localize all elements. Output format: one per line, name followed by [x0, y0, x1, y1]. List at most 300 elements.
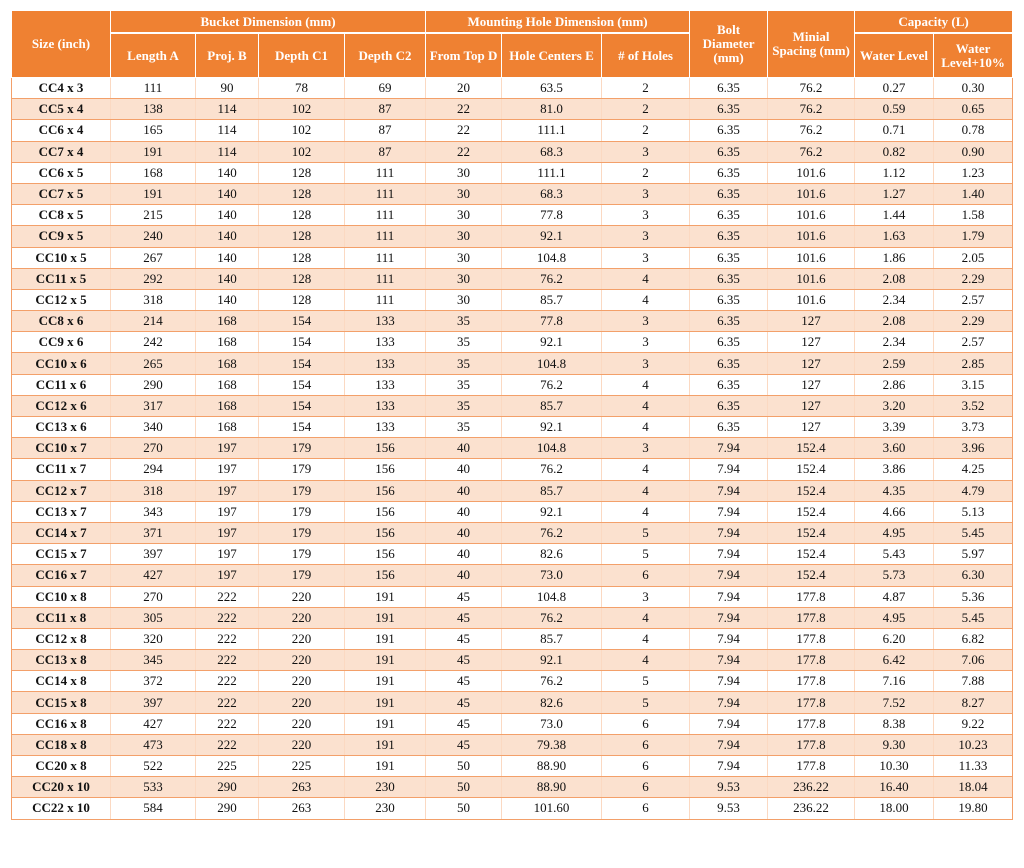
cell-water-level-10: 0.78 [934, 120, 1013, 141]
cell-num-holes: 4 [602, 459, 690, 480]
cell-depth-c2: 133 [345, 417, 426, 438]
cell-minial-spacing: 127 [768, 332, 855, 353]
cell-proj-b: 114 [196, 120, 259, 141]
cell-num-holes: 3 [602, 586, 690, 607]
cell-from-top: 40 [426, 480, 502, 501]
cell-size: CC4 x 3 [12, 78, 111, 99]
cell-depth-c2: 191 [345, 756, 426, 777]
cell-length-a: 584 [111, 798, 196, 819]
cell-size: CC12 x 5 [12, 289, 111, 310]
cell-depth-c2: 191 [345, 607, 426, 628]
cell-water-level-10: 4.79 [934, 480, 1013, 501]
cell-bolt-diameter: 6.35 [690, 162, 768, 183]
cell-depth-c1: 220 [259, 607, 345, 628]
cell-proj-b: 140 [196, 268, 259, 289]
cell-water-level-10: 1.40 [934, 183, 1013, 204]
cell-from-top: 35 [426, 311, 502, 332]
cell-length-a: 191 [111, 141, 196, 162]
cell-proj-b: 168 [196, 374, 259, 395]
cell-minial-spacing: 177.8 [768, 713, 855, 734]
cell-minial-spacing: 177.8 [768, 586, 855, 607]
cell-hole-centers: 77.8 [502, 311, 602, 332]
cell-water-level: 6.42 [855, 650, 934, 671]
cell-proj-b: 222 [196, 713, 259, 734]
cell-from-top: 50 [426, 777, 502, 798]
cell-depth-c1: 128 [259, 205, 345, 226]
cell-hole-centers: 76.2 [502, 522, 602, 543]
cell-length-a: 292 [111, 268, 196, 289]
cell-minial-spacing: 101.6 [768, 289, 855, 310]
cell-length-a: 372 [111, 671, 196, 692]
cell-from-top: 35 [426, 395, 502, 416]
cell-num-holes: 3 [602, 205, 690, 226]
cell-depth-c2: 156 [345, 544, 426, 565]
header-bucket-dimension: Bucket Dimension (mm) [111, 11, 426, 34]
table-row [12, 374, 1013, 395]
bucket-spec-table [11, 10, 1013, 820]
cell-num-holes: 6 [602, 713, 690, 734]
cell-water-level-10: 2.57 [934, 332, 1013, 353]
cell-num-holes: 4 [602, 289, 690, 310]
cell-num-holes: 3 [602, 311, 690, 332]
cell-num-holes: 3 [602, 247, 690, 268]
cell-proj-b: 197 [196, 438, 259, 459]
header-num-holes: # of Holes [602, 33, 690, 78]
cell-length-a: 165 [111, 120, 196, 141]
cell-hole-centers: 92.1 [502, 226, 602, 247]
cell-water-level-10: 2.85 [934, 353, 1013, 374]
cell-water-level: 2.08 [855, 311, 934, 332]
cell-size: CC11 x 5 [12, 268, 111, 289]
cell-bolt-diameter: 6.35 [690, 247, 768, 268]
cell-depth-c2: 191 [345, 650, 426, 671]
cell-length-a: 265 [111, 353, 196, 374]
cell-depth-c2: 133 [345, 374, 426, 395]
cell-from-top: 30 [426, 162, 502, 183]
cell-water-level-10: 0.90 [934, 141, 1013, 162]
cell-num-holes: 2 [602, 78, 690, 99]
table-row [12, 226, 1013, 247]
cell-from-top: 22 [426, 120, 502, 141]
cell-bolt-diameter: 7.94 [690, 734, 768, 755]
cell-proj-b: 197 [196, 459, 259, 480]
cell-length-a: 473 [111, 734, 196, 755]
cell-hole-centers: 76.2 [502, 607, 602, 628]
cell-minial-spacing: 101.6 [768, 183, 855, 204]
cell-from-top: 30 [426, 183, 502, 204]
cell-water-level-10: 1.79 [934, 226, 1013, 247]
cell-hole-centers: 79.38 [502, 734, 602, 755]
cell-bolt-diameter: 7.94 [690, 480, 768, 501]
cell-minial-spacing: 177.8 [768, 734, 855, 755]
cell-num-holes: 5 [602, 671, 690, 692]
cell-num-holes: 4 [602, 650, 690, 671]
table-row [12, 78, 1013, 99]
cell-from-top: 45 [426, 692, 502, 713]
cell-bolt-diameter: 7.94 [690, 607, 768, 628]
cell-hole-centers: 85.7 [502, 395, 602, 416]
cell-num-holes: 5 [602, 522, 690, 543]
cell-length-a: 427 [111, 713, 196, 734]
cell-proj-b: 168 [196, 395, 259, 416]
cell-bolt-diameter: 6.35 [690, 374, 768, 395]
table-row [12, 501, 1013, 522]
cell-proj-b: 222 [196, 734, 259, 755]
cell-hole-centers: 104.8 [502, 586, 602, 607]
cell-water-level: 5.43 [855, 544, 934, 565]
cell-minial-spacing: 152.4 [768, 544, 855, 565]
cell-water-level: 3.20 [855, 395, 934, 416]
cell-water-level: 1.12 [855, 162, 934, 183]
cell-depth-c2: 133 [345, 311, 426, 332]
cell-water-level: 4.95 [855, 522, 934, 543]
cell-water-level: 4.35 [855, 480, 934, 501]
cell-depth-c2: 111 [345, 289, 426, 310]
header-capacity: Capacity (L) [855, 11, 1013, 34]
cell-depth-c1: 220 [259, 586, 345, 607]
cell-bolt-diameter: 7.94 [690, 671, 768, 692]
cell-hole-centers: 81.0 [502, 99, 602, 120]
cell-from-top: 45 [426, 607, 502, 628]
cell-water-level-10: 8.27 [934, 692, 1013, 713]
cell-depth-c2: 230 [345, 777, 426, 798]
cell-depth-c1: 102 [259, 99, 345, 120]
cell-size: CC6 x 4 [12, 120, 111, 141]
cell-size: CC13 x 7 [12, 501, 111, 522]
table-row [12, 671, 1013, 692]
cell-length-a: 345 [111, 650, 196, 671]
cell-depth-c2: 111 [345, 162, 426, 183]
cell-water-level-10: 2.57 [934, 289, 1013, 310]
cell-water-level-10: 7.88 [934, 671, 1013, 692]
cell-num-holes: 4 [602, 607, 690, 628]
cell-length-a: 267 [111, 247, 196, 268]
cell-hole-centers: 92.1 [502, 332, 602, 353]
cell-minial-spacing: 76.2 [768, 78, 855, 99]
cell-length-a: 294 [111, 459, 196, 480]
cell-water-level: 6.20 [855, 628, 934, 649]
cell-length-a: 371 [111, 522, 196, 543]
cell-proj-b: 140 [196, 247, 259, 268]
cell-water-level-10: 5.45 [934, 522, 1013, 543]
cell-bolt-diameter: 7.94 [690, 565, 768, 586]
cell-bolt-diameter: 7.94 [690, 544, 768, 565]
cell-depth-c2: 87 [345, 120, 426, 141]
cell-depth-c2: 111 [345, 205, 426, 226]
cell-hole-centers: 85.7 [502, 480, 602, 501]
cell-depth-c1: 263 [259, 777, 345, 798]
table-row [12, 99, 1013, 120]
cell-water-level: 4.66 [855, 501, 934, 522]
cell-from-top: 30 [426, 205, 502, 226]
cell-water-level: 0.71 [855, 120, 934, 141]
cell-water-level: 10.30 [855, 756, 934, 777]
cell-proj-b: 222 [196, 692, 259, 713]
cell-water-level: 2.34 [855, 289, 934, 310]
table-body [12, 78, 1013, 820]
cell-depth-c1: 220 [259, 650, 345, 671]
cell-minial-spacing: 127 [768, 374, 855, 395]
cell-minial-spacing: 127 [768, 395, 855, 416]
cell-water-level-10: 3.15 [934, 374, 1013, 395]
cell-length-a: 318 [111, 289, 196, 310]
cell-proj-b: 197 [196, 544, 259, 565]
cell-minial-spacing: 127 [768, 353, 855, 374]
cell-num-holes: 6 [602, 565, 690, 586]
cell-size: CC14 x 8 [12, 671, 111, 692]
table-row [12, 120, 1013, 141]
cell-hole-centers: 82.6 [502, 692, 602, 713]
cell-minial-spacing: 152.4 [768, 501, 855, 522]
table-row [12, 205, 1013, 226]
cell-depth-c2: 191 [345, 671, 426, 692]
cell-from-top: 45 [426, 628, 502, 649]
cell-depth-c1: 154 [259, 417, 345, 438]
cell-from-top: 45 [426, 650, 502, 671]
cell-length-a: 191 [111, 183, 196, 204]
table-row [12, 417, 1013, 438]
cell-depth-c2: 111 [345, 247, 426, 268]
cell-bolt-diameter: 7.94 [690, 713, 768, 734]
table-row [12, 268, 1013, 289]
cell-from-top: 50 [426, 756, 502, 777]
table-row [12, 607, 1013, 628]
cell-from-top: 40 [426, 544, 502, 565]
cell-minial-spacing: 177.8 [768, 628, 855, 649]
cell-length-a: 242 [111, 332, 196, 353]
cell-from-top: 30 [426, 226, 502, 247]
cell-hole-centers: 88.90 [502, 756, 602, 777]
cell-size: CC22 x 10 [12, 798, 111, 819]
cell-water-level-10: 19.80 [934, 798, 1013, 819]
cell-water-level: 3.39 [855, 417, 934, 438]
cell-water-level-10: 2.05 [934, 247, 1013, 268]
cell-num-holes: 4 [602, 395, 690, 416]
cell-water-level-10: 5.36 [934, 586, 1013, 607]
cell-length-a: 318 [111, 480, 196, 501]
cell-from-top: 40 [426, 459, 502, 480]
cell-depth-c2: 191 [345, 734, 426, 755]
cell-size: CC11 x 8 [12, 607, 111, 628]
cell-length-a: 533 [111, 777, 196, 798]
cell-proj-b: 225 [196, 756, 259, 777]
cell-size: CC8 x 6 [12, 311, 111, 332]
cell-length-a: 290 [111, 374, 196, 395]
table-row [12, 459, 1013, 480]
cell-depth-c1: 102 [259, 120, 345, 141]
cell-water-level-10: 3.73 [934, 417, 1013, 438]
cell-num-holes: 6 [602, 777, 690, 798]
cell-length-a: 343 [111, 501, 196, 522]
cell-from-top: 45 [426, 734, 502, 755]
cell-bolt-diameter: 7.94 [690, 586, 768, 607]
table-header [12, 11, 1013, 78]
cell-proj-b: 222 [196, 607, 259, 628]
cell-depth-c1: 102 [259, 141, 345, 162]
cell-depth-c1: 154 [259, 395, 345, 416]
cell-length-a: 320 [111, 628, 196, 649]
cell-depth-c2: 156 [345, 565, 426, 586]
cell-size: CC11 x 7 [12, 459, 111, 480]
cell-length-a: 168 [111, 162, 196, 183]
cell-proj-b: 197 [196, 565, 259, 586]
cell-bolt-diameter: 9.53 [690, 798, 768, 819]
cell-num-holes: 4 [602, 417, 690, 438]
cell-length-a: 397 [111, 692, 196, 713]
cell-size: CC10 x 5 [12, 247, 111, 268]
cell-size: CC9 x 6 [12, 332, 111, 353]
cell-minial-spacing: 152.4 [768, 459, 855, 480]
cell-water-level-10: 11.33 [934, 756, 1013, 777]
cell-minial-spacing: 152.4 [768, 480, 855, 501]
table-row [12, 628, 1013, 649]
cell-depth-c2: 87 [345, 141, 426, 162]
table-row [12, 565, 1013, 586]
cell-depth-c2: 156 [345, 501, 426, 522]
cell-from-top: 45 [426, 586, 502, 607]
cell-depth-c2: 133 [345, 353, 426, 374]
cell-water-level-10: 5.13 [934, 501, 1013, 522]
cell-depth-c2: 230 [345, 798, 426, 819]
cell-proj-b: 168 [196, 332, 259, 353]
header-proj-b: Proj. B [196, 33, 259, 78]
cell-depth-c1: 220 [259, 671, 345, 692]
cell-depth-c2: 111 [345, 268, 426, 289]
cell-proj-b: 168 [196, 417, 259, 438]
header-mounting-hole-dimension: Mounting Hole Dimension (mm) [426, 11, 690, 34]
table-row [12, 438, 1013, 459]
cell-bolt-diameter: 7.94 [690, 459, 768, 480]
cell-bolt-diameter: 6.35 [690, 332, 768, 353]
cell-proj-b: 140 [196, 205, 259, 226]
cell-hole-centers: 111.1 [502, 162, 602, 183]
cell-minial-spacing: 127 [768, 417, 855, 438]
table-row [12, 586, 1013, 607]
table-row [12, 395, 1013, 416]
cell-from-top: 20 [426, 78, 502, 99]
cell-minial-spacing: 101.6 [768, 247, 855, 268]
cell-num-holes: 5 [602, 692, 690, 713]
cell-bolt-diameter: 6.35 [690, 99, 768, 120]
cell-depth-c2: 191 [345, 692, 426, 713]
cell-proj-b: 168 [196, 353, 259, 374]
cell-proj-b: 114 [196, 99, 259, 120]
cell-length-a: 317 [111, 395, 196, 416]
table-row [12, 247, 1013, 268]
cell-hole-centers: 101.60 [502, 798, 602, 819]
header-from-top: From Top D [426, 33, 502, 78]
cell-water-level: 3.86 [855, 459, 934, 480]
cell-hole-centers: 73.0 [502, 713, 602, 734]
cell-depth-c2: 156 [345, 459, 426, 480]
cell-water-level: 1.63 [855, 226, 934, 247]
table-row [12, 734, 1013, 755]
cell-proj-b: 222 [196, 628, 259, 649]
cell-depth-c2: 191 [345, 628, 426, 649]
cell-hole-centers: 82.6 [502, 544, 602, 565]
cell-proj-b: 140 [196, 183, 259, 204]
cell-hole-centers: 92.1 [502, 417, 602, 438]
cell-depth-c1: 179 [259, 501, 345, 522]
table-row [12, 311, 1013, 332]
cell-from-top: 22 [426, 141, 502, 162]
header-hole-centers: Hole Centers E [502, 33, 602, 78]
cell-size: CC14 x 7 [12, 522, 111, 543]
cell-water-level: 0.27 [855, 78, 934, 99]
cell-bolt-diameter: 6.35 [690, 226, 768, 247]
cell-hole-centers: 77.8 [502, 205, 602, 226]
cell-num-holes: 5 [602, 544, 690, 565]
cell-minial-spacing: 236.22 [768, 798, 855, 819]
cell-size: CC10 x 6 [12, 353, 111, 374]
cell-water-level-10: 0.65 [934, 99, 1013, 120]
cell-bolt-diameter: 6.35 [690, 268, 768, 289]
cell-water-level: 4.95 [855, 607, 934, 628]
cell-depth-c1: 128 [259, 289, 345, 310]
cell-minial-spacing: 101.6 [768, 205, 855, 226]
cell-size: CC16 x 8 [12, 713, 111, 734]
cell-num-holes: 2 [602, 99, 690, 120]
cell-size: CC13 x 6 [12, 417, 111, 438]
cell-minial-spacing: 76.2 [768, 141, 855, 162]
table-row [12, 480, 1013, 501]
cell-water-level-10: 4.25 [934, 459, 1013, 480]
cell-water-level: 0.59 [855, 99, 934, 120]
cell-depth-c1: 220 [259, 628, 345, 649]
cell-num-holes: 4 [602, 480, 690, 501]
cell-water-level-10: 6.30 [934, 565, 1013, 586]
cell-size: CC10 x 7 [12, 438, 111, 459]
cell-num-holes: 3 [602, 183, 690, 204]
cell-water-level: 7.16 [855, 671, 934, 692]
cell-bolt-diameter: 7.94 [690, 522, 768, 543]
cell-minial-spacing: 177.8 [768, 650, 855, 671]
table-row [12, 289, 1013, 310]
cell-depth-c1: 220 [259, 734, 345, 755]
cell-proj-b: 114 [196, 141, 259, 162]
cell-water-level-10: 3.96 [934, 438, 1013, 459]
cell-proj-b: 90 [196, 78, 259, 99]
cell-water-level: 3.60 [855, 438, 934, 459]
cell-from-top: 50 [426, 798, 502, 819]
cell-from-top: 35 [426, 332, 502, 353]
cell-bolt-diameter: 7.94 [690, 501, 768, 522]
cell-minial-spacing: 177.8 [768, 692, 855, 713]
cell-hole-centers: 76.2 [502, 459, 602, 480]
cell-water-level: 1.86 [855, 247, 934, 268]
cell-size: CC20 x 8 [12, 756, 111, 777]
cell-water-level-10: 1.23 [934, 162, 1013, 183]
cell-water-level: 4.87 [855, 586, 934, 607]
cell-depth-c2: 156 [345, 522, 426, 543]
cell-minial-spacing: 152.4 [768, 522, 855, 543]
cell-num-holes: 4 [602, 268, 690, 289]
cell-depth-c1: 179 [259, 544, 345, 565]
cell-minial-spacing: 177.8 [768, 671, 855, 692]
cell-size: CC7 x 4 [12, 141, 111, 162]
cell-size: CC10 x 8 [12, 586, 111, 607]
cell-num-holes: 3 [602, 332, 690, 353]
cell-bolt-diameter: 6.35 [690, 78, 768, 99]
cell-from-top: 40 [426, 565, 502, 586]
cell-from-top: 22 [426, 99, 502, 120]
cell-depth-c1: 154 [259, 311, 345, 332]
header-water-level-10: Water Level+10% [934, 33, 1013, 78]
cell-length-a: 397 [111, 544, 196, 565]
cell-size: CC13 x 8 [12, 650, 111, 671]
cell-water-level-10: 18.04 [934, 777, 1013, 798]
cell-num-holes: 3 [602, 438, 690, 459]
